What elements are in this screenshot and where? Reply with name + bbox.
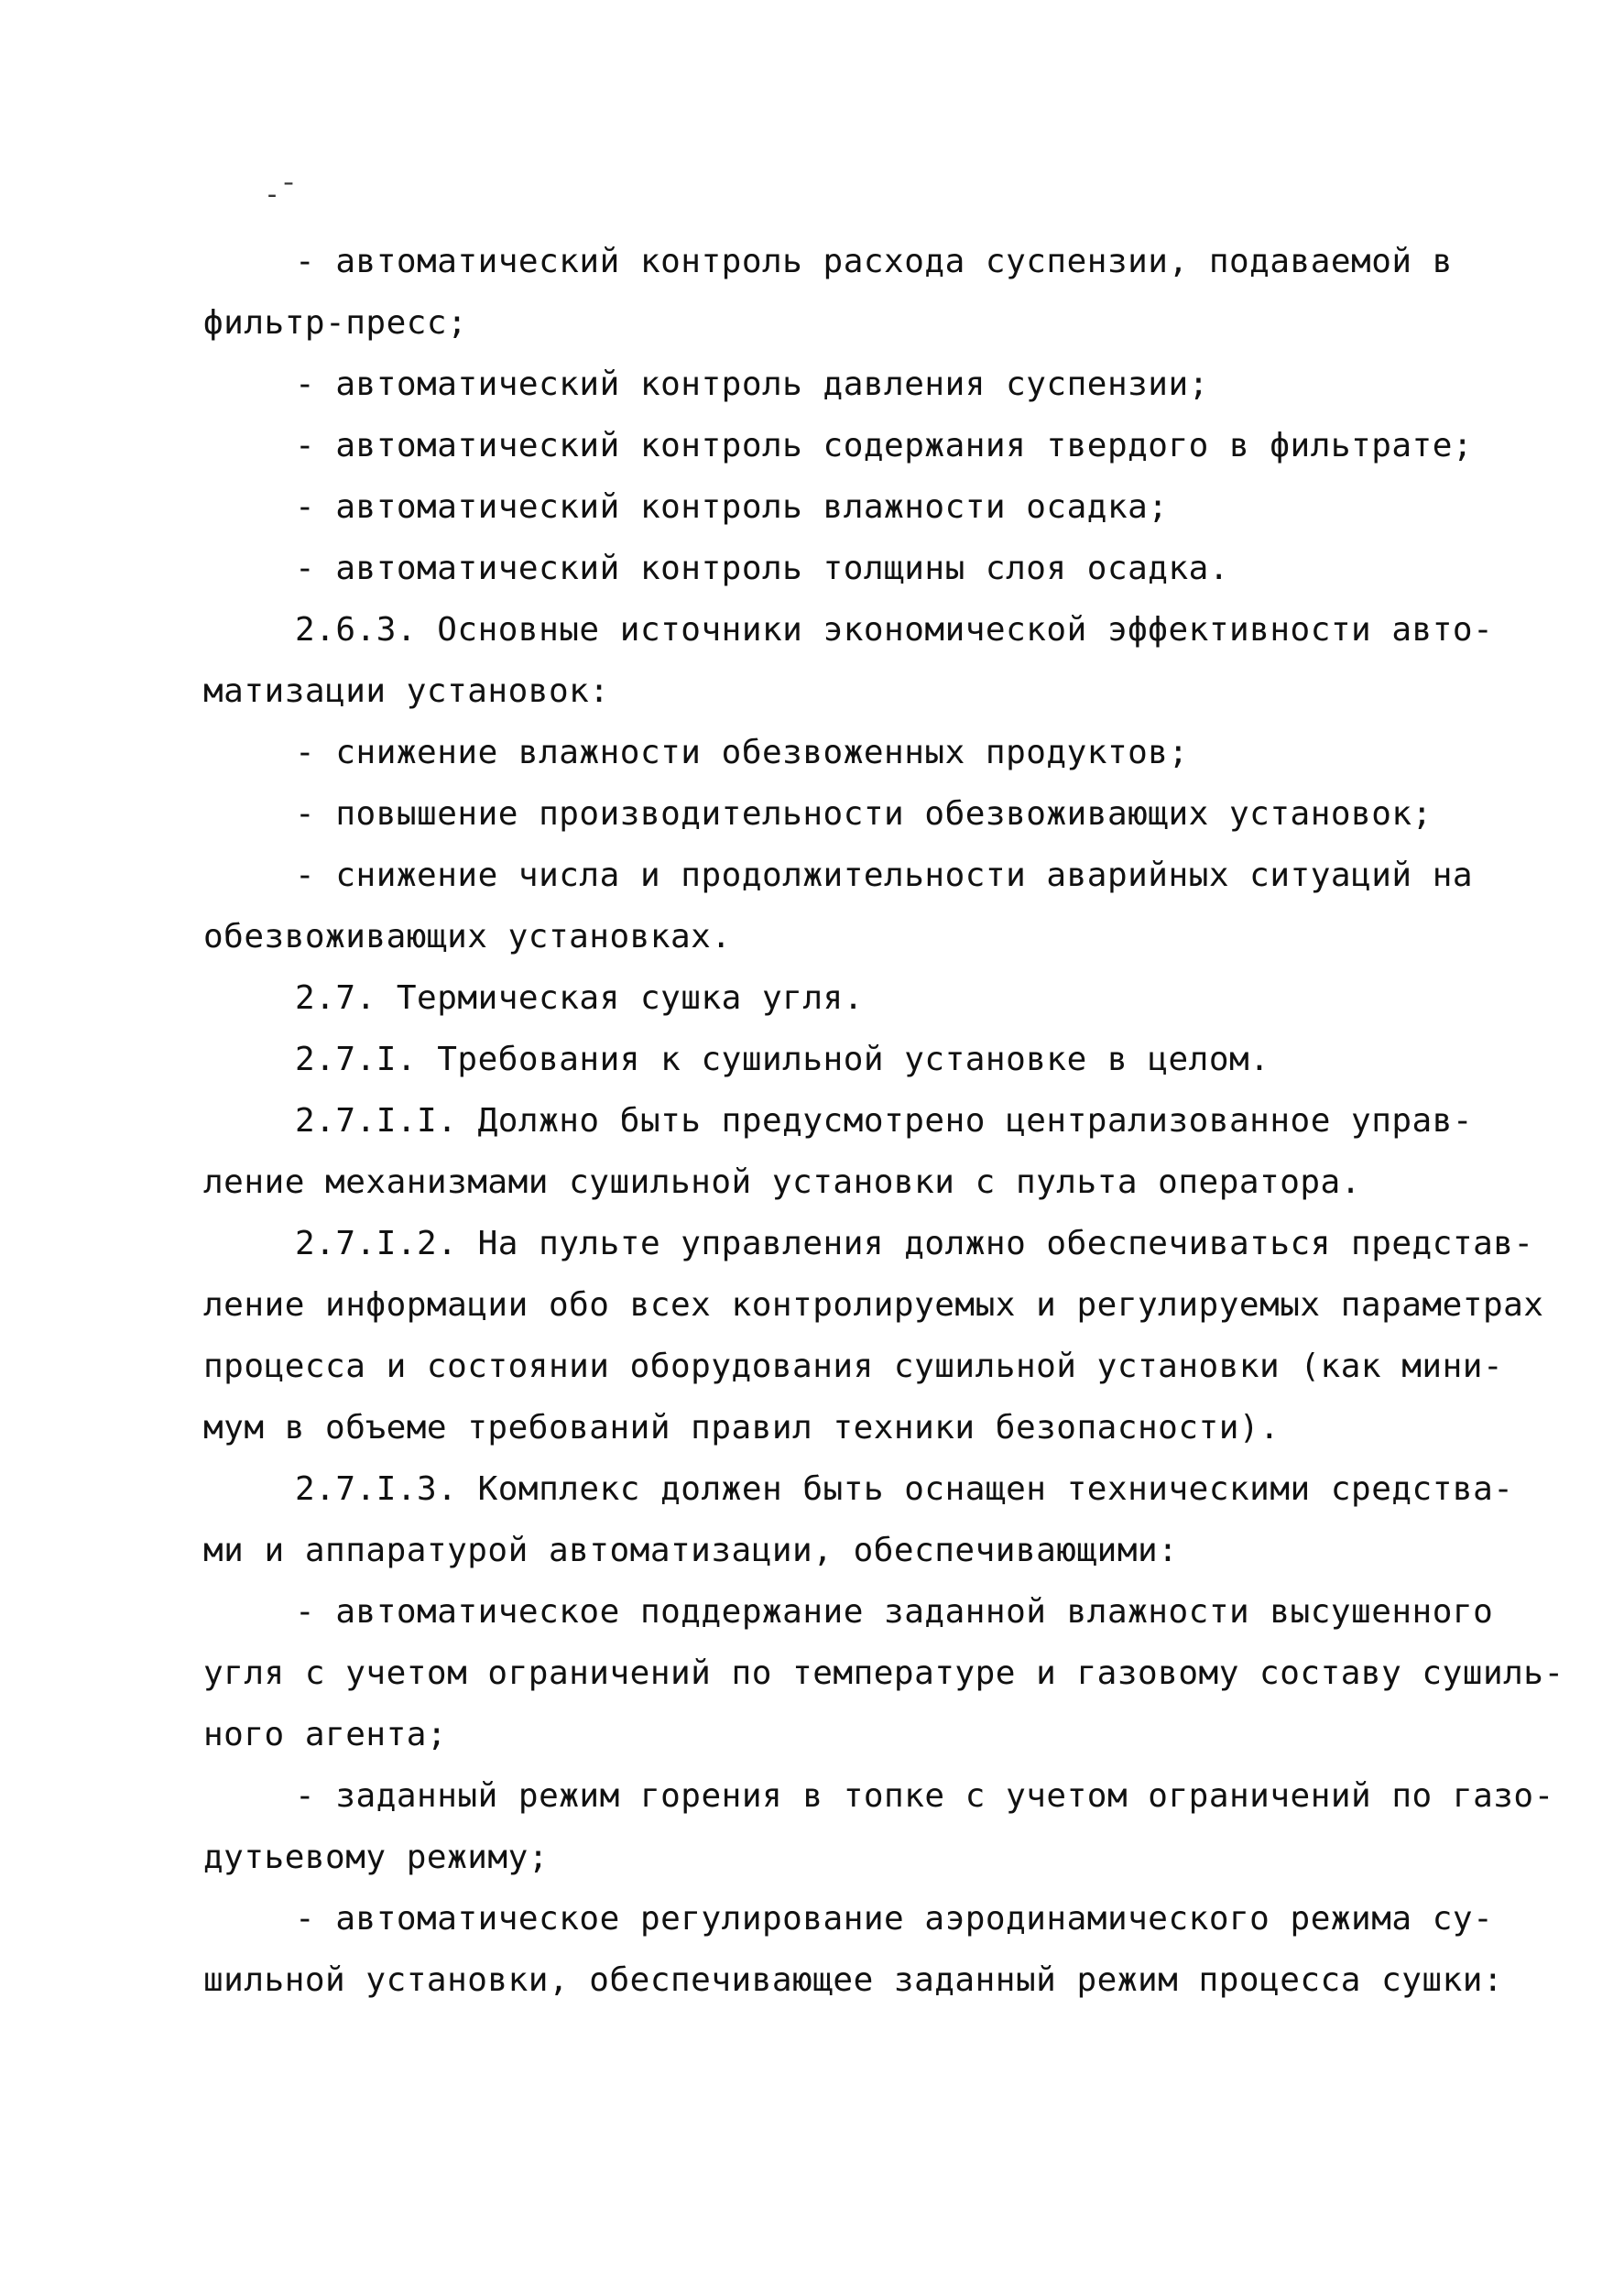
- text-line: - автоматический контроль расхода суспензии, подаваемой в: [295, 243, 1453, 280]
- text-line: - автоматический контроль давления суспензии;: [295, 366, 1209, 403]
- text-line: ление информации обо всех контролируемых и регулируемых параметрах: [203, 1286, 1544, 1324]
- text-line: мум в объеме требований правил техники безопасности).: [203, 1409, 1281, 1447]
- text-line: ление механизмами сушильной установки с пульта оператора.: [203, 1163, 1361, 1201]
- text-line: - автоматическое регулирование аэродинамического режима су-: [295, 1900, 1494, 1938]
- text-line: - автоматическое поддержание заданной влажности высушенного: [295, 1593, 1494, 1631]
- text-line: - автоматический контроль влажности осадка;: [295, 488, 1169, 526]
- text-line: - автоматический контроль содержания твердого в фильтрате;: [295, 427, 1474, 464]
- text-line: ного агента;: [203, 1716, 448, 1753]
- text-line: обезвоживающих установках.: [203, 918, 732, 955]
- text-line: - заданный режим горения в топке с учетом ограничений по газо-: [295, 1777, 1554, 1815]
- text-line: 2.7.I.3. Комплекс должен быть оснащен техническими средства-: [295, 1470, 1514, 1508]
- text-line: матизации установок:: [203, 672, 610, 710]
- text-line: - снижение влажности обезвоженных продуктов;: [295, 734, 1189, 771]
- text-line: - автоматический контроль толщины слоя осадка.: [295, 550, 1229, 587]
- text-line: угля с учетом ограничений по температуре и газовому составу сушиль-: [203, 1654, 1564, 1692]
- text-line: ми и аппаратурой автоматизации, обеспечивающими:: [203, 1532, 1179, 1569]
- text-line: шильной установки, обеспечивающее заданный режим процесса сушки:: [203, 1961, 1504, 1999]
- text-line: - снижение числа и продолжительности аварийных ситуаций на: [295, 857, 1474, 894]
- text-line: - повышение производительности обезвоживающих установок;: [295, 795, 1433, 833]
- text-line: 2.7.I. Требования к сушильной установке в целом.: [295, 1041, 1270, 1078]
- text-line: процесса и состоянии оборудования сушильной установки (как мини-: [203, 1348, 1504, 1385]
- text-line: 2.7.I.I. Должно быть предусмотрено централизованное управ-: [295, 1102, 1474, 1140]
- text-line: 2.6.3. Основные источники экономической эффективности авто-: [295, 611, 1494, 649]
- page-mark: -̄: [264, 179, 281, 211]
- text-line: 2.7. Термическая сушка угля.: [295, 979, 864, 1017]
- text-line: 2.7.I.2. На пульте управления должно обеспечиваться представ-: [295, 1225, 1534, 1262]
- text-line: фильтр-пресс;: [203, 304, 468, 342]
- document-body: [203, 231, 1564, 2011]
- text-line: дутьевому режиму;: [203, 1839, 549, 1876]
